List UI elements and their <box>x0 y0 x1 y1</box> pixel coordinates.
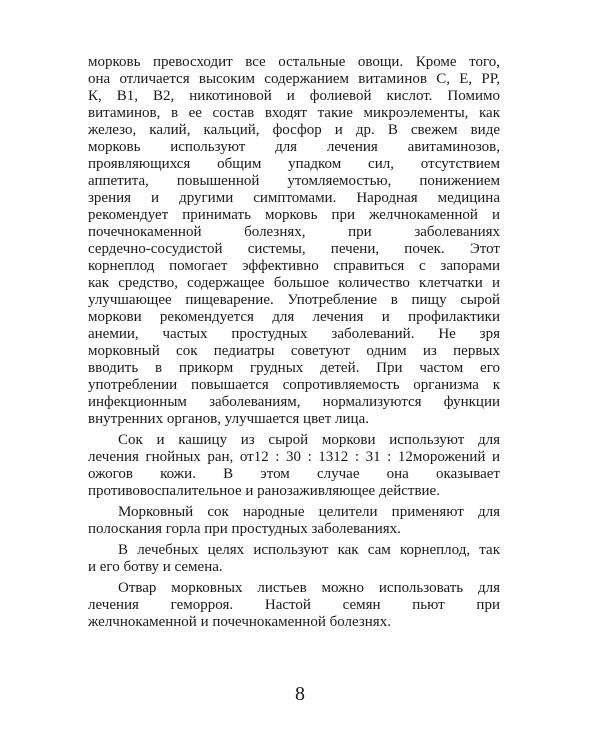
text-line: как средство, содержащее большое количество клетчатки и <box>88 275 500 291</box>
text-line: лечения геморроя. Настой семян пьют при <box>88 597 500 613</box>
text-line: вводить в прикорм грудных детей. При частом его <box>88 360 500 376</box>
text-line: корнеплод помогает эффективно справиться с запорами <box>88 258 500 274</box>
text-line: ожогов кожи. В этом случае она оказывает <box>88 466 500 482</box>
text-line: сердечно-сосудистой системы, печени, почек. Этот <box>88 241 500 257</box>
text-line: витаминов, в ее состав входят такие микроэлементы, как <box>88 105 500 121</box>
text-line: проявляющихся общим упадком сил, отсутствием <box>88 156 500 172</box>
text-line: употреблении повышается сопротивляемость организма к <box>88 377 500 393</box>
text-line: противовоспалительное и ранозаживляющее действие. <box>88 483 440 499</box>
paragraph <box>88 432 500 500</box>
text-line: моркови рекомендуется для лечения и профилактики <box>88 309 500 325</box>
body-text <box>88 54 500 635</box>
text-line: улучшающее пищеварение. Употребление в пищу сырой <box>88 292 500 308</box>
text-line: Сок и кашицу из сырой моркови используют для <box>118 432 500 448</box>
text-line: полоскания горла при простудных заболеваниях. <box>88 521 401 537</box>
text-line: зрения и другими симптомами. Народная медицина <box>88 190 500 206</box>
text-line: морковь превосходит все остальные овощи. Кроме того, <box>88 54 500 70</box>
text-line: лечения гнойных ран, от12 : 30 : 1312 : 31 : 12морожений и <box>88 449 500 465</box>
text-line: аппетита, повышенной утомляемостью, понижением <box>88 173 500 189</box>
text-line: В лечебных целях используют как сам корнеплод, так <box>118 542 500 558</box>
text-line: Отвар морковных листьев можно использовать для <box>118 580 500 596</box>
text-line: почечнокаменной болезнях, при заболеваниях <box>88 224 500 240</box>
page-number: 8 <box>295 683 305 705</box>
paragraph <box>88 542 500 576</box>
text-line: рекомендует принимать морковь при желчнокаменной и <box>88 207 500 223</box>
text-line: К, В1, В2, никотиновой и фолиевой кислот. Помимо <box>88 88 500 104</box>
text-line: и его ботву и семена. <box>88 559 223 575</box>
text-line: инфекционным заболеваниям, нормализуются функции <box>88 394 500 410</box>
text-line: морковь используют для лечения авитаминозов, <box>88 139 500 155</box>
text-line: Морковный сок народные целители применяют для <box>118 504 500 520</box>
text-line: железо, калий, кальций, фосфор и др. В свежем виде <box>88 122 500 138</box>
text-line: морковный сок педиатры советуют одним из первых <box>88 343 500 359</box>
text-line: желчнокаменной и почечнокаменной болезнях. <box>88 614 391 630</box>
text-line: анемии, частых простудных заболеваний. Не зря <box>88 326 500 342</box>
text-line: внутренних органов, улучшается цвет лица. <box>88 411 369 427</box>
paragraph <box>88 504 500 538</box>
paragraph <box>88 580 500 631</box>
text-line: она отличается высоким содержанием витаминов С, Е, РР, <box>88 71 500 87</box>
paragraph <box>88 54 500 428</box>
